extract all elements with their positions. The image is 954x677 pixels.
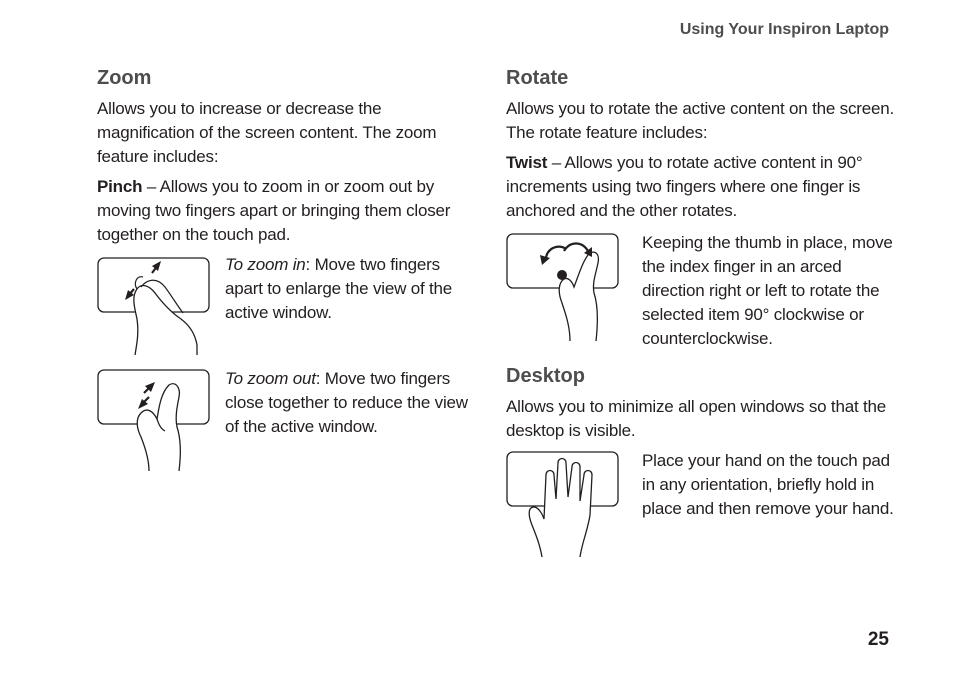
twist-description: – Allows you to rotate active content in 90° increments using two fingers where one finger is anchored and the other rotates. <box>506 153 863 220</box>
running-header: Using Your Inspiron Laptop <box>679 21 889 38</box>
desktop-gesture-text: Place your hand on the touch pad in any orientation, briefly hold in place and then remove your hand. <box>642 451 894 518</box>
desktop-gesture <box>506 449 896 559</box>
zoom-out-hand-icon <box>97 367 225 473</box>
zoom-intro: Allows you to increase or decrease the magnification of the screen content. The zoom feature includes: <box>97 99 437 166</box>
twist-gesture-text: Keeping the thumb in place, move the index finger in an arced direction right or left to rotate the selected item 90° clockwise or counterclockwise. <box>642 233 893 348</box>
zoom-heading: Zoom <box>97 67 152 89</box>
twist-term: Twist <box>506 153 548 172</box>
open-hand-icon <box>506 449 642 559</box>
twist-gesture <box>506 231 896 351</box>
desktop-heading: Desktop <box>506 365 585 387</box>
pinch-term: Pinch <box>97 177 143 196</box>
zoom-in-description: : Move two fingers apart to enlarge the view of the active window. <box>225 255 453 322</box>
page-number: 25 <box>867 629 889 650</box>
rotate-desktop-column <box>506 65 896 559</box>
desktop-intro: Allows you to minimize all open windows so that the desktop is visible. <box>506 397 887 440</box>
pinch-paragraph <box>97 175 477 247</box>
zoom-in-hand-icon <box>97 253 225 359</box>
rotate-intro: Allows you to rotate the active content on the screen. The rotate feature includes: <box>506 99 894 142</box>
zoom-out-label: To zoom out <box>225 369 316 388</box>
twist-illustration <box>506 231 642 343</box>
zoom-out-description: : Move two fingers close together to reduce the view of the active window. <box>225 369 468 436</box>
twist-paragraph <box>506 151 896 223</box>
zoom-in-gesture <box>97 253 477 359</box>
zoom-out-gesture <box>97 367 477 473</box>
zoom-in-illustration <box>97 253 225 359</box>
zoom-in-text <box>225 253 477 325</box>
zoom-section <box>97 65 477 473</box>
zoom-out-text <box>225 367 477 439</box>
desktop-illustration <box>506 449 642 559</box>
twist-hand-icon <box>506 231 642 343</box>
pinch-description: – Allows you to zoom in or zoom out by moving two fingers apart or bringing them closer together on the touch pad. <box>97 177 451 244</box>
zoom-in-label: To zoom in <box>225 255 306 274</box>
rotate-heading: Rotate <box>506 67 569 89</box>
zoom-out-illustration <box>97 367 225 473</box>
